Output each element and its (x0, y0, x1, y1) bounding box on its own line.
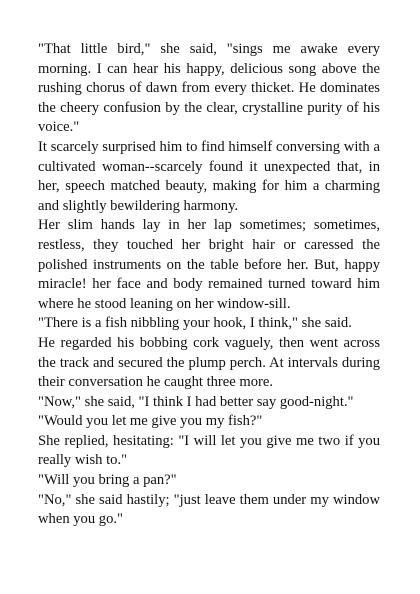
paragraph: "There is a fish nibbling your hook, I think," she said. (38, 315, 352, 332)
paragraph: "Will you bring a pan?" (38, 472, 177, 489)
paragraph: Her slim hands lay in her lap sometimes; sometimes, restless, they touched her bright hair or caressed the polished instruments on the table before her. But, happy miracle! her face and body remained turned toward him where he stood leaning on her window-sill. (38, 217, 380, 312)
paragraph: "Would you let me give you my fish?" (38, 413, 263, 430)
paragraph: "That little bird," she said, "sings me awake every morning. I can hear his happy, delicious song above the rushing chorus of dawn from every thicket. He dominates the cheery confusion by the clear, crystalline purity of his voice." (38, 41, 380, 136)
page-text (38, 40, 380, 530)
paragraph: It scarcely surprised him to find himself conversing with a cultivated woman--scarcely found it unexpected that, in her, speech matched beauty, making for him a charming and slightly bewildering harmony. (38, 138, 380, 214)
paragraph: "Now," she said, "I think I had better say good-night." (38, 393, 354, 410)
paragraph: "No," she said hastily; "just leave them under my window when you go." (38, 491, 380, 528)
paragraph: He regarded his bobbing cork vaguely, then went across the track and secured the plump perch. At intervals during their conversation he caught three more. (38, 334, 380, 391)
paragraph: She replied, hesitating: "I will let you give me two if you really wish to." (38, 432, 380, 469)
